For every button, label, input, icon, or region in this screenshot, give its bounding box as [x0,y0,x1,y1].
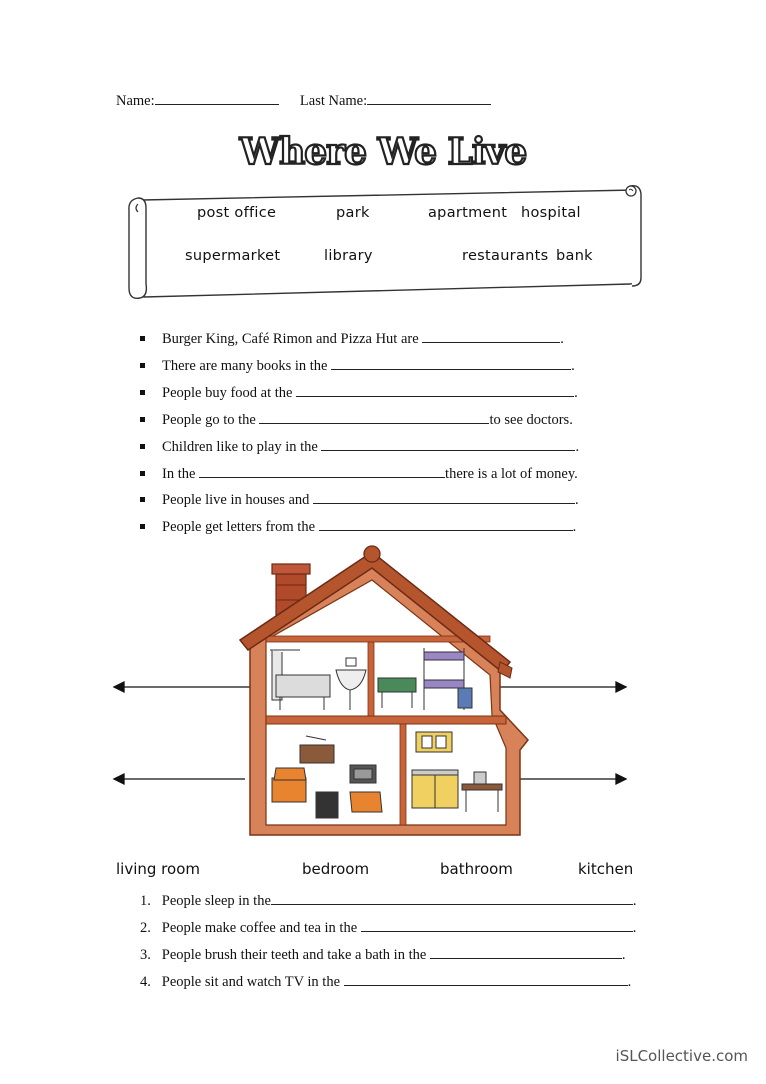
house-illustration [100,540,640,845]
answer-blank[interactable] [361,919,633,932]
bullet-marker [140,417,145,422]
room-label-living-room: living room [116,860,200,878]
item-number: 2. [140,920,151,936]
wall-divider-top [368,640,374,716]
sentence-end: . [560,331,564,347]
scroll-frame [124,180,644,305]
sentence-text: There are many books in the [162,358,328,374]
last-name-label: Last Name: [299,93,368,109]
last-name-field[interactable] [367,92,491,105]
site-watermark: iSLCollective.com [615,1047,748,1065]
floor-beam [266,716,506,724]
answer-blank[interactable] [296,384,574,397]
bullet-marker [140,497,145,502]
sentence-text: People brush their teeth and take a bath in the [161,947,427,963]
roof-finial [364,546,380,562]
arrow-top-right [490,682,626,692]
arrow-top-left [114,682,250,692]
word-apartment: apartment [428,205,508,221]
sentence-end: . [574,385,578,401]
answer-blank[interactable] [430,946,622,959]
title-area [0,118,766,180]
sentence-end: . [575,492,579,508]
sentence-text: People live in houses and [162,492,310,508]
sentence-end: . [632,920,637,936]
item-number: 4. [140,974,151,990]
word-post-office: post office [197,205,277,221]
sentence-text: People sleep in the [161,893,271,909]
word-library: library [324,248,373,264]
page-title: Where We Live [239,131,527,173]
bullet-marker [140,444,145,449]
sentence-end: . [575,439,580,455]
numbered-item [140,973,631,991]
sentence-end: to see doctors. [489,412,573,428]
sentence-end: . [632,893,637,909]
word-restaurants: restaurants [462,248,549,264]
sentence-text: In the [162,466,196,482]
sentence-end: . [621,947,626,963]
sentence-text: People sit and watch TV in the [161,974,341,990]
arrow-bottom-left [114,774,245,784]
sentence-end: . [572,519,577,535]
sentence-end: . [571,358,575,374]
sentence-text: Children like to play in the [162,439,318,455]
sentence-text: People get letters from the [162,519,316,535]
word-bank-scroll [124,180,644,305]
item-number: 3. [140,947,151,963]
answer-blank[interactable] [319,518,573,531]
sentence-end: there is a lot of money. [445,466,578,482]
answer-blank[interactable] [259,411,489,424]
bullet-marker [140,390,145,395]
sentence-text: People go to the [162,412,256,428]
answer-blank[interactable] [422,330,560,343]
bullet-marker [140,524,145,529]
numbered-item [140,892,637,910]
word-park: park [336,205,370,221]
name-label: Name: [116,93,155,109]
bullet-marker [140,471,145,476]
bullet-marker [140,336,145,341]
sentence-text: Burger King, Café Rimon and Pizza Hut are [162,331,419,347]
room-label-kitchen: kitchen [578,860,634,878]
word-hospital: hospital [521,205,581,221]
sentence-text: People make coffee and tea in the [161,920,358,936]
name-field[interactable] [155,92,279,105]
word-supermarket: supermarket [185,248,281,264]
answer-blank[interactable] [199,465,445,478]
ceiling-beam [266,636,490,642]
answer-blank[interactable] [271,892,633,905]
room-label-bathroom: bathroom [440,860,513,878]
wall-divider-bottom [400,724,406,825]
sentence-text: People buy food at the [162,385,293,401]
answer-blank[interactable] [321,438,575,451]
answer-blank[interactable] [331,357,571,370]
answer-blank[interactable] [313,491,575,504]
word-bank: bank [556,248,593,264]
numbered-item [140,919,636,937]
numbered-item [140,946,626,964]
name-line [116,92,491,110]
room-label-bedroom: bedroom [302,860,370,878]
item-number: 1. [140,893,151,909]
answer-blank[interactable] [344,973,628,986]
page-title-svg [0,118,766,180]
sentence-end: . [627,974,632,990]
bullet-marker [140,363,145,368]
